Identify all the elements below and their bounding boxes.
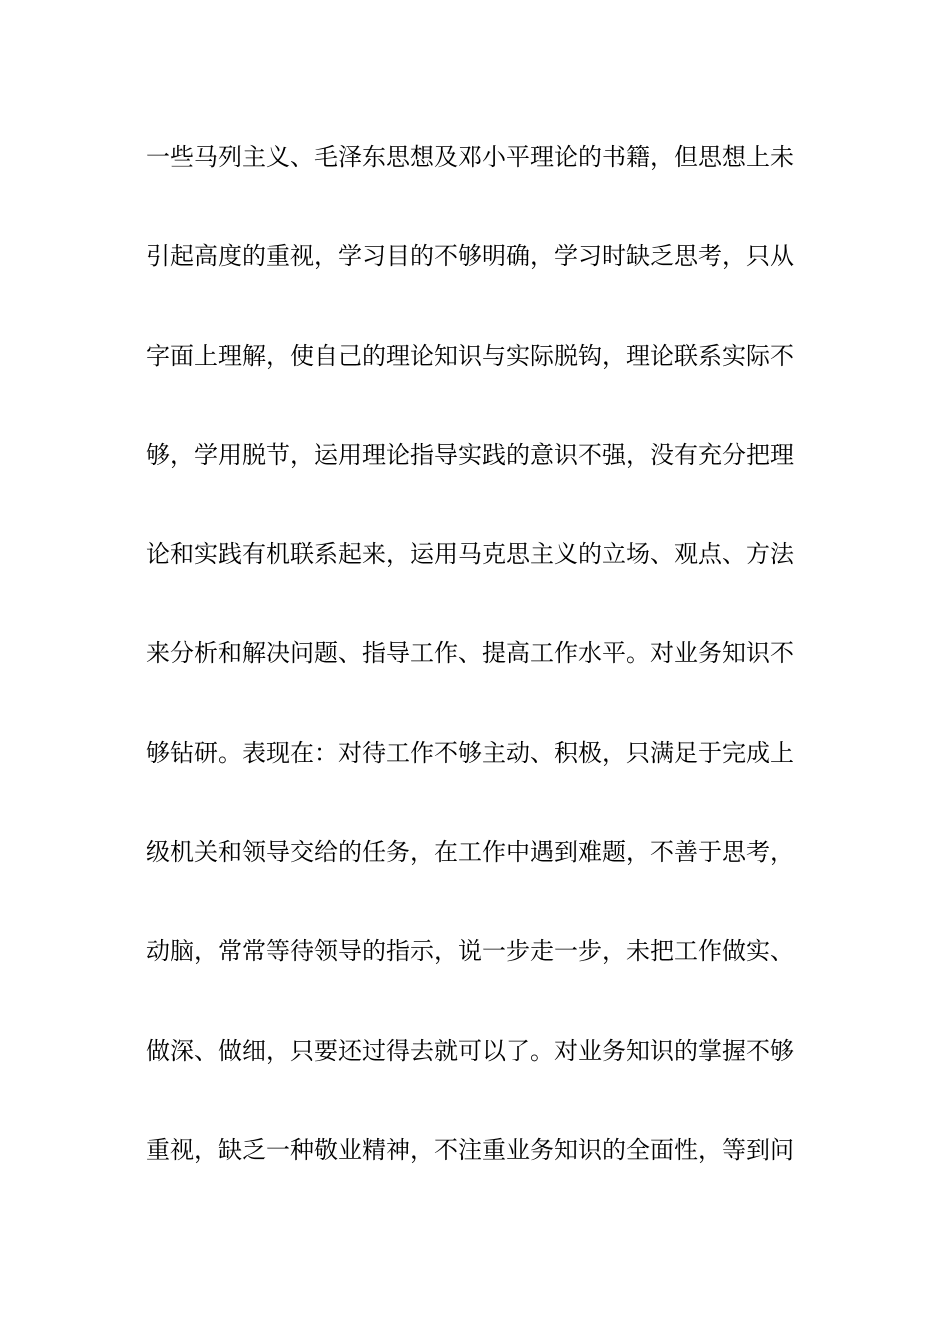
text-line: 论和实践有机联系起来，运用马克思主义的立场、观点、方法 — [146, 540, 794, 569]
text-line: 做深、做细，只要还过得去就可以了。对业务知识的掌握不够 — [146, 1036, 794, 1065]
text-line: 够，学用脱节，运用理论指导实践的意识不强，没有充分把理 — [146, 440, 794, 469]
text-line: 重视，缺乏一种敬业精神，不注重业务知识的全面性，等到问 — [146, 1135, 794, 1164]
text-line: 引起高度的重视，学习目的不够明确，学习时缺乏思考，只从 — [146, 242, 794, 271]
text-line: 动脑，常常等待领导的指示，说一步走一步，未把工作做实、 — [146, 937, 794, 966]
body-text — [146, 133, 806, 1225]
text-line: 字面上理解，使自己的理论知识与实际脱钩，理论联系实际不 — [146, 341, 794, 370]
text-line: 够钻研。表现在：对待工作不够主动、积极，只满足于完成上 — [146, 738, 794, 767]
text-line: 级机关和领导交给的任务，在工作中遇到难题，不善于思考， — [146, 838, 794, 867]
text-line: 来分析和解决问题、指导工作、提高工作水平。对业务知识不 — [146, 639, 794, 668]
text-line: 一些马列主义、毛泽东思想及邓小平理论的书籍，但思想上未 — [146, 143, 794, 171]
